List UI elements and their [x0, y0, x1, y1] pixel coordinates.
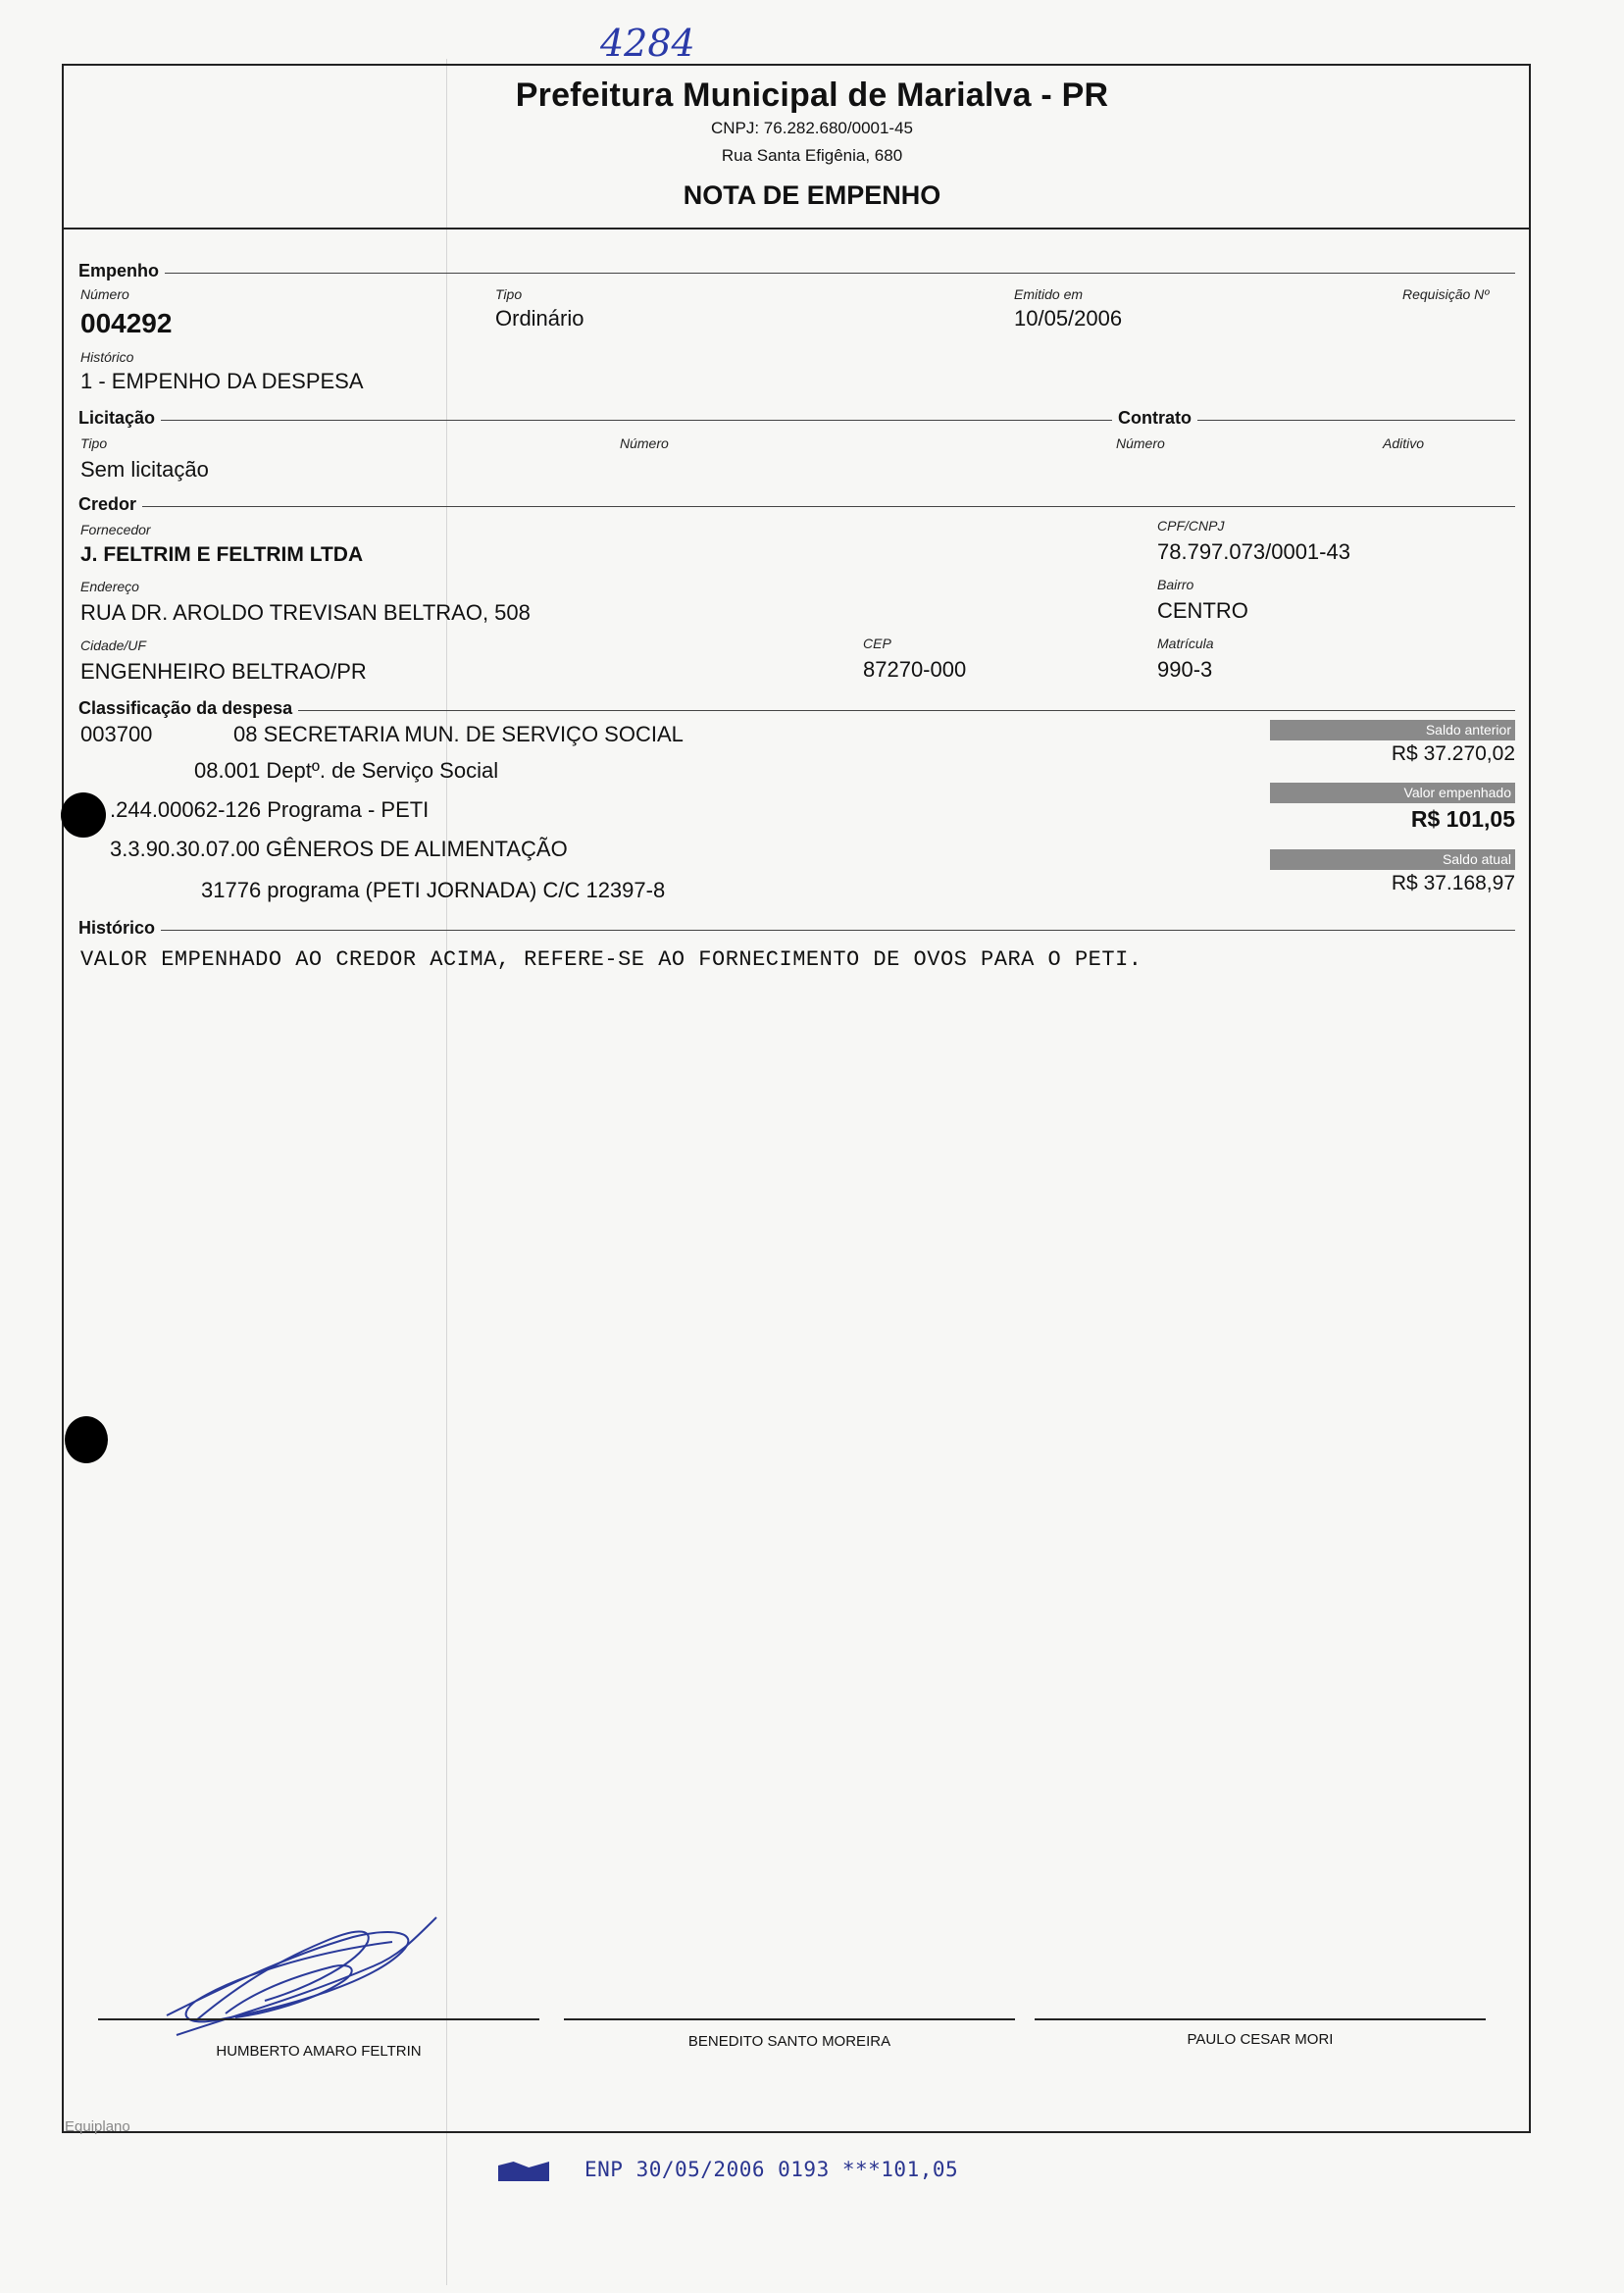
historico-rule	[78, 930, 1515, 931]
contrato-section-title: Contrato	[1112, 408, 1197, 429]
licitacao-section-title: Licitação	[78, 408, 161, 429]
empenho-tipo: Ordinário	[495, 306, 584, 331]
empenho-section-title: Empenho	[78, 261, 165, 281]
valor-empenhado-label: Valor empenhado	[1270, 783, 1515, 803]
endereco-value: RUA DR. AROLDO TREVISAN BELTRAO, 508	[80, 600, 531, 625]
fornecedor-label: Fornecedor	[80, 522, 151, 537]
classificacao-line: 31776 programa (PETI JORNADA) C/C 12397-8	[201, 878, 666, 902]
emitido-label: Emitido em	[1014, 286, 1084, 302]
signature-name: PAULO CESAR MORI	[1187, 2031, 1334, 2048]
valor-empenhado-value: R$ 101,05	[1410, 806, 1515, 832]
saldo-atual-label: Saldo atual	[1270, 849, 1515, 870]
licitacao-tipo-label: Tipo	[80, 435, 108, 451]
classificacao-line: 003700	[80, 722, 153, 746]
cep-value: 87270-000	[863, 657, 967, 682]
requisicao-label: Requisição Nº	[1402, 286, 1490, 302]
historico-text: VALOR EMPENHADO AO CREDOR ACIMA, REFERE-SE AO FORNECIMENTO DE OVOS PARA O PETI.	[80, 947, 1142, 972]
cep-label: CEP	[863, 636, 891, 651]
header-divider	[62, 228, 1531, 229]
fornecedor-name: J. FELTRIM E FELTRIM LTDA	[80, 543, 364, 566]
address: Rua Santa Efigênia, 680	[721, 146, 903, 165]
signature-name: BENEDITO SANTO MOREIRA	[687, 2033, 891, 2050]
classificacao-line: 08.001 Deptº. de Serviço Social	[194, 758, 499, 783]
bairro-label: Bairro	[1157, 577, 1194, 592]
punch-hole	[61, 792, 106, 838]
saldo-anterior-value: R$ 37.270,02	[1391, 742, 1515, 765]
contrato-numero-label: Número	[1116, 435, 1165, 451]
empenho-historico-label: Histórico	[80, 349, 134, 365]
classificacao-line: 08 SECRETARIA MUN. DE SERVIÇO SOCIAL	[233, 722, 684, 746]
cpf-label: CPF/CNPJ	[1157, 518, 1225, 534]
bairro-value: CENTRO	[1157, 598, 1248, 623]
signature-line	[1035, 2018, 1486, 2020]
licitacao-rule	[78, 420, 1515, 421]
handwritten-number: 4284	[600, 22, 695, 65]
matricula-label: Matrícula	[1157, 636, 1214, 651]
saldo-atual-value: R$ 37.168,97	[1391, 872, 1515, 894]
punch-hole	[65, 1416, 108, 1463]
matricula-value: 990-3	[1157, 657, 1213, 682]
signature-line	[98, 2018, 539, 2020]
empenho-historico: 1 - EMPENHO DA DESPESA	[80, 369, 364, 393]
empenho-numero-label: Número	[80, 286, 129, 302]
contrato-aditivo-label: Aditivo	[1383, 435, 1425, 451]
saldo-anterior-label: Saldo anterior	[1270, 720, 1515, 740]
licitacao-tipo: Sem licitação	[80, 457, 209, 482]
classificacao-line: .244.00062-126 Programa - PETI	[110, 797, 430, 822]
cidade-value: ENGENHEIRO BELTRAO/PR	[80, 659, 367, 684]
historico-section-title: Histórico	[78, 918, 161, 939]
cnpj: CNPJ: 76.282.680/0001-45	[710, 119, 914, 137]
licitacao-numero-label: Número	[620, 435, 669, 451]
credor-rule	[78, 506, 1515, 507]
endereco-label: Endereço	[80, 579, 139, 594]
signature-line	[564, 2018, 1015, 2020]
classificacao-section-title: Classificação da despesa	[78, 698, 298, 719]
cidade-label: Cidade/UF	[80, 637, 146, 653]
bank-stamp: ENP 30/05/2006 0193 ***101,05	[584, 2158, 959, 2181]
emitido-date: 10/05/2006	[1014, 306, 1123, 331]
empenho-tipo-label: Tipo	[495, 286, 523, 302]
page-title: Prefeitura Municipal de Marialva - PR	[515, 76, 1109, 114]
credor-section-title: Credor	[78, 494, 142, 515]
bank-stamp-logo	[498, 2162, 549, 2181]
doc-title: NOTA DE EMPENHO	[683, 180, 941, 210]
cpf-value: 78.797.073/0001-43	[1157, 539, 1350, 564]
empenho-numero: 004292	[80, 308, 173, 338]
signature-name: HUMBERTO AMARO FELTRIN	[216, 2043, 422, 2060]
empenho-rule	[78, 273, 1515, 274]
classificacao-line: 3.3.90.30.07.00 GÊNEROS DE ALIMENTAÇÃO	[110, 837, 568, 861]
footer-brand: Equiplano	[65, 2118, 130, 2135]
